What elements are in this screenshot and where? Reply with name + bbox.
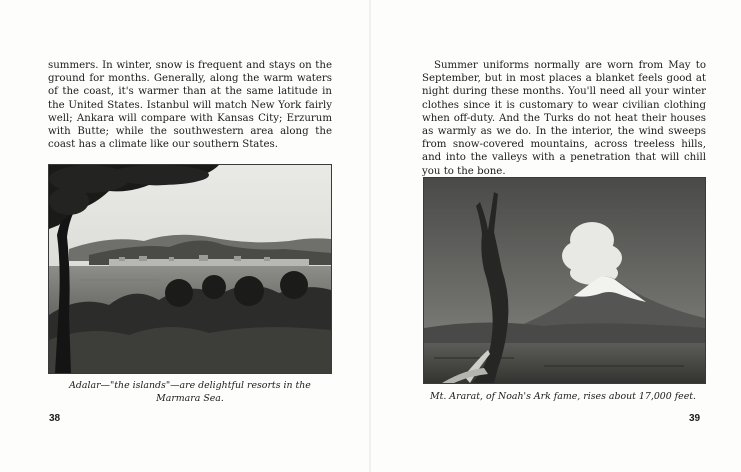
adalar-photo-caption: Adalar—"the islands"—are delightful resorts in the Marmara Sea.	[69, 380, 311, 404]
adalar-islands-photo	[48, 164, 332, 374]
ararat-photo-caption: Mt. Ararat, of Noah's Ark fame, rises about 17,000 feet.	[429, 391, 697, 402]
page-number-right: 39	[689, 413, 701, 424]
left-page-paragraph: summers. In winter, snow is frequent and stays on the ground for months. Generally, along the warm waters of the coast, it's warmer than at the same latitude in the United States. Istanbul will match New York fairly well; Ankara will compare with Kansas City; Erzurum with Butte; while the southwestern area along the coast has a climate like our southern States.	[48, 60, 332, 151]
adalar-islands-image	[49, 165, 331, 373]
right-page-paragraph	[422, 59, 706, 178]
mount-ararat-image	[424, 178, 705, 383]
right-page-paragraph-text: Summer uniforms normally are worn from May to September, but in most places a blanket feels good at night during these months. You'll need all your winter clothes since it is customary to wear civilian clothing when off-duty. And the Turks do not heat their houses as warmly as we do. In the interior, the wind sweeps from snow-covered mountains, across treeless hills, and into the valleys with a penetration that will chill you to the bone.	[422, 60, 706, 177]
page-number-left: 38	[49, 413, 61, 424]
mount-ararat-photo	[423, 177, 706, 384]
